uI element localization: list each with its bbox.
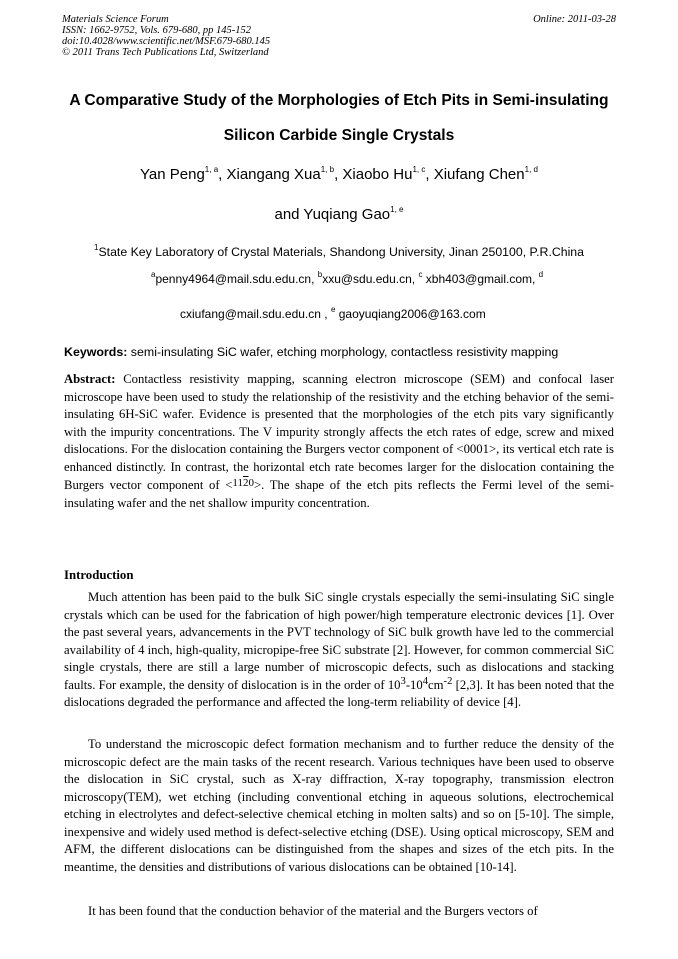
author-list bbox=[0, 166, 678, 183]
email-sup-e: e bbox=[330, 305, 336, 314]
intro-p1-text-b: -10 bbox=[405, 677, 423, 692]
abstract-label: Abstract: bbox=[64, 372, 116, 386]
paper-title-line2: Silicon Carbide Single Crystals bbox=[223, 127, 455, 144]
online-date: Online: 2011-03-28 bbox=[533, 14, 616, 25]
vector-digit-c: 0 bbox=[248, 476, 255, 489]
intro-p1-text-d: [2,3]. It has been noted that the dislocations degraded the performance and affected the long-term reliability of device [4]. bbox=[64, 677, 614, 709]
affiliation bbox=[0, 242, 678, 259]
email-sup-c: c bbox=[418, 270, 423, 279]
vector-digit-bar: 2 bbox=[243, 476, 249, 489]
issn-line: ISSN: 1662-9752, Vols. 679-680, pp 145-152 bbox=[62, 25, 251, 36]
author-3-sup: 1, c bbox=[412, 165, 426, 174]
author-list-line2 bbox=[0, 206, 678, 223]
intro-p1-sup1: 3 bbox=[400, 675, 406, 687]
author-5: and Yuqiang Gao bbox=[274, 206, 391, 223]
abstract-text-2: >. The shape of the etch pits reflects the Fermi level of the semi-insulating wafer and the net shallow impurity concentration. bbox=[64, 477, 614, 511]
author-1: Yan Peng bbox=[140, 166, 205, 183]
email-d[interactable]: cxiufang@mail.sdu.edu.cn , bbox=[180, 307, 331, 321]
intro-paragraph-2: To understand the microscopic defect formation mechanism and to further reduce the density of the microscopic defect are the main tasks of the recent research. Various techniques have been used to observe the dislocation in SiC crystal, such as X-ray diffraction, X-ray topography, transmission electron microscopy(TEM), wet etching (including conventional etching in aqueous solutions, electrochemical etching in electrolytes and defect-selective chemical etching in molten salts) and so on [5-10]. The simple, inexpensive and widely used method is defect-selective etching (DSE). Using optical microscopy, SEM and AFM, the different dislocations can be distinguished from the shapes and sizes of the etch pits. In the meantime, the densities and distributions of various dislocations can be obtained [10-14]. bbox=[64, 737, 614, 874]
abstract bbox=[64, 371, 614, 513]
affiliation-sup: 1 bbox=[94, 242, 99, 252]
abstract-text-1: Contactless resistivity mapping, scanning electron microscope (SEM) and confocal laser microscope have been used to study the relationship of the resistivity and the etching behavior of the semi-insulating 6H-SiC wafer. Evidence is presented that the morphologies of the etch pits vary significantly with the impurity concentrations. The V impurity strongly affects the etch rates of edge, screw and mixed dislocations. For the dislocation containing the Burgers vector component of <0001>, its vertical etch rate is enhanced distinctly. In contrast, the horizontal etch rate becomes larger for the dislocation containing the Burgers vector component of < bbox=[64, 372, 614, 492]
doi-line: doi:10.4028/www.scientific.net/MSF.679-680.145 bbox=[62, 36, 271, 47]
author-4-sup: 1, d bbox=[524, 165, 538, 174]
journal-header bbox=[62, 14, 616, 58]
burgers-vector bbox=[232, 477, 254, 489]
intro-paragraph-1 bbox=[64, 589, 614, 712]
email-c[interactable]: xbh403@gmail.com, bbox=[422, 272, 539, 286]
journal-name: Materials Science Forum bbox=[62, 14, 169, 25]
email-sup-a: a bbox=[151, 270, 156, 279]
email-line2 bbox=[180, 307, 486, 321]
keywords-label: Keywords: bbox=[64, 345, 128, 359]
affiliation-text: State Key Laboratory of Crystal Materials, Shandong University, Jinan 250100, P.R.China bbox=[98, 245, 584, 259]
author-5-sup: 1, e bbox=[390, 205, 404, 214]
email-sup-d: d bbox=[538, 270, 544, 279]
email-line1 bbox=[151, 272, 543, 286]
intro-p1-sup2: 4 bbox=[422, 675, 429, 687]
author-2-sup: 1, b bbox=[320, 165, 335, 174]
intro-p1-text-c: cm bbox=[428, 677, 444, 692]
intro-paragraph-3: It has been found that the conduction behavior of the material and the Burgers vectors of bbox=[88, 904, 538, 918]
copyright-line: © 2011 Trans Tech Publications Ltd, Switzerland bbox=[62, 47, 269, 58]
email-a[interactable]: penny4964@mail.sdu.edu.cn, bbox=[155, 272, 318, 286]
email-b[interactable]: xxu@sdu.edu.cn, bbox=[322, 272, 419, 286]
intro-p1-sup3: -2 bbox=[443, 675, 453, 687]
vector-digits-a: 11 bbox=[232, 476, 244, 489]
author-3: , Xiaobo Hu bbox=[334, 166, 413, 183]
keywords bbox=[64, 345, 558, 359]
author-1-sup: 1, a bbox=[204, 165, 219, 174]
intro-p1-text-a: Much attention has been paid to the bulk SiC single crystals especially the semi-insulating SiC single crystals which can be used for the fabrication of high power/high temperature electronic devices [1]. Over the past several years, advancements in the PVT technology of SiC bulk growth have led to the commercial availability of 4 inch, high-quality, micropipe-free SiC substrate [2]. However, for common commercial SiC single crystals, there are still a large number of microscopic defects, such as dislocations and stacking faults. For example, the density of dislocation is in the order of 10 bbox=[64, 590, 614, 692]
keywords-text: semi-insulating SiC wafer, etching morphology, contactless resistivity mapping bbox=[127, 345, 559, 359]
paper-title-line1: A Comparative Study of the Morphologies of Etch Pits in Semi-insulating bbox=[69, 92, 609, 109]
introduction-heading: Introduction bbox=[64, 568, 134, 582]
author-2: , Xiangang Xua bbox=[218, 166, 321, 183]
email-e[interactable]: gaoyuqiang2006@163.com bbox=[335, 307, 486, 321]
email-sup-b: b bbox=[317, 270, 323, 279]
author-4: , Xiufang Chen bbox=[425, 166, 525, 183]
